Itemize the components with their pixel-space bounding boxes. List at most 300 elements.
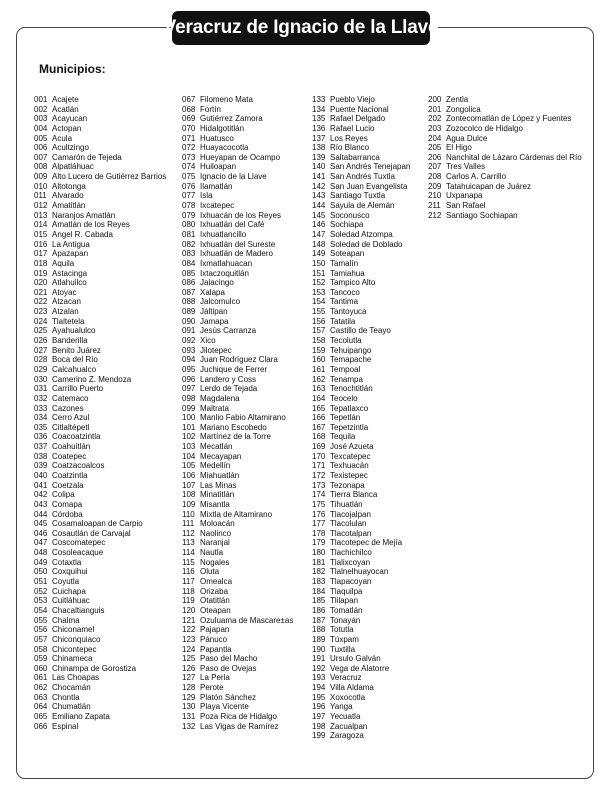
municipality-name: Amatlán de los Reyes: [52, 220, 130, 230]
municipality-name: Jamapa: [200, 316, 229, 326]
municipality-name: Tenochtitlán: [330, 384, 373, 394]
list-item: [182, 269, 293, 279]
municipality-number: 175: [312, 499, 326, 509]
municipality-number: 189: [312, 634, 326, 644]
municipality-name: Ixhuatlán del Sureste: [200, 239, 276, 249]
list-item: [34, 673, 166, 683]
municipality-number: 101: [182, 422, 196, 432]
municipality-number: 114: [182, 548, 195, 558]
list-item: [34, 432, 166, 442]
list-item: [312, 635, 410, 645]
municipality-name: El Higo: [446, 143, 472, 153]
municipality-number: 173: [312, 480, 326, 490]
municipality-number: 003: [34, 114, 48, 124]
municipality-name: Huayacocotla: [200, 143, 249, 153]
municipality-number: 059: [34, 654, 48, 664]
municipality-name: Camarón de Tejeda: [52, 152, 122, 162]
municipality-name: Oluta: [200, 567, 220, 577]
municipality-number: 013: [34, 210, 48, 220]
list-item: [312, 596, 410, 606]
municipality-number: 014: [34, 220, 48, 230]
municipality-number: 032: [34, 393, 48, 403]
municipality-number: 134: [312, 104, 326, 114]
municipality-name: Ayahualulco: [52, 326, 96, 336]
municipality-number: 163: [312, 384, 326, 394]
municipality-name: Saltabarranca: [330, 152, 380, 162]
municipality-name: Totutla: [330, 625, 354, 635]
list-item: [182, 307, 293, 317]
list-item: [34, 693, 166, 703]
municipality-name: Actopan: [52, 123, 82, 133]
municipality-number: 096: [182, 374, 196, 384]
list-item: [312, 587, 410, 597]
list-item: [182, 134, 293, 144]
list-item: [182, 375, 293, 385]
municipality-name: Coetzala: [52, 480, 84, 490]
list-item: [182, 201, 293, 211]
municipality-name: José Azueta: [330, 442, 374, 452]
list-item: [182, 664, 293, 674]
municipality-name: Huiloapan: [200, 162, 237, 172]
municipality-name: Lerdo de Tejada: [200, 384, 258, 394]
section-label: Municipios:: [39, 62, 106, 76]
list-item: [182, 558, 293, 568]
municipality-number: 046: [34, 528, 48, 538]
list-item: [34, 201, 166, 211]
municipality-number: 132: [182, 721, 196, 731]
municipality-number: 159: [312, 345, 326, 355]
municipality-number: 063: [34, 692, 48, 702]
municipality-number: 019: [34, 268, 48, 278]
list-item: [182, 124, 293, 134]
municipality-number: 080: [182, 220, 196, 230]
municipality-number: 142: [312, 181, 326, 191]
municipality-number: 116: [182, 567, 195, 577]
municipality-name: Coatepec: [52, 451, 87, 461]
list-item: [182, 519, 293, 529]
list-item: [312, 722, 410, 732]
list-item: [182, 326, 293, 336]
list-item: [182, 394, 293, 404]
municipality-number: 090: [182, 316, 196, 326]
list-item: [182, 191, 293, 201]
municipality-name: Filomeno Mata: [200, 95, 253, 104]
municipality-name: Xoxocotla: [330, 692, 366, 702]
municipality-name: Yecuatla: [330, 712, 361, 721]
list-item: [34, 114, 166, 124]
list-item: [34, 500, 166, 510]
municipality-number: 206: [428, 152, 442, 162]
municipality-column-2: [182, 95, 293, 731]
list-item: [34, 538, 166, 548]
municipality-number: 062: [34, 683, 48, 693]
list-item: [312, 297, 410, 307]
list-item: [34, 288, 166, 298]
municipality-number: 148: [312, 239, 326, 249]
municipality-number: 200: [428, 95, 442, 104]
list-item: [182, 461, 293, 471]
municipality-name: Coatzacoalcos: [52, 461, 105, 471]
municipality-number: 144: [312, 201, 326, 211]
municipality-name: Perote: [200, 683, 224, 693]
list-item: [182, 616, 293, 626]
municipality-name: Poza Rica de Hidalgo: [200, 712, 277, 721]
list-item: [312, 375, 410, 385]
municipality-number: 153: [312, 287, 326, 297]
list-item: [182, 336, 293, 346]
list-item: [312, 191, 410, 201]
municipality-number: 129: [182, 692, 196, 702]
list-item: [34, 490, 166, 500]
municipality-number: 035: [34, 422, 48, 432]
list-item: [312, 182, 410, 192]
list-item: [312, 683, 410, 693]
municipality-number: 108: [182, 490, 196, 500]
municipality-number: 212: [428, 210, 442, 220]
list-item: [34, 307, 166, 317]
municipality-number: 201: [428, 104, 442, 114]
list-item: [182, 162, 293, 172]
list-item: [34, 143, 166, 153]
municipality-name: Chinampa de Gorostiza: [52, 663, 137, 673]
list-item: [312, 317, 410, 327]
municipality-column-1: [34, 95, 166, 731]
municipality-name: Juchique de Ferrer: [200, 364, 268, 374]
list-item: [312, 240, 410, 250]
municipality-name: Atoyac: [52, 287, 77, 297]
list-item: [182, 442, 293, 452]
municipality-number: 196: [312, 702, 326, 712]
municipality-name: Coahuitlán: [52, 442, 91, 452]
municipality-number: 205: [428, 143, 442, 153]
list-item: [34, 452, 166, 462]
municipality-name: Ixcatepec: [200, 201, 235, 211]
municipality-name: Acatlán: [52, 104, 79, 114]
list-item: [34, 413, 166, 423]
list-item: [312, 645, 410, 655]
municipality-name: Cuichapa: [52, 586, 86, 596]
municipality-number: 183: [312, 577, 326, 587]
municipality-name: Tecolutla: [330, 336, 362, 346]
municipality-number: 104: [182, 451, 196, 461]
municipality-number: 150: [312, 258, 326, 268]
list-item: [312, 326, 410, 336]
municipality-name: Coyutla: [52, 577, 80, 587]
municipality-number: 146: [312, 220, 326, 230]
municipality-number: 107: [182, 480, 196, 490]
list-item: [34, 384, 166, 394]
municipality-number: 041: [34, 480, 48, 490]
municipality-number: 133: [312, 95, 326, 104]
municipality-number: 056: [34, 625, 48, 635]
list-item: [312, 558, 410, 568]
municipality-name: Emiliano Zapata: [52, 712, 110, 721]
list-item: [182, 510, 293, 520]
list-item: [312, 673, 410, 683]
municipality-number: 083: [182, 249, 196, 259]
municipality-name: Zozocolco de Hidalgo: [446, 123, 523, 133]
municipality-number: 028: [34, 355, 48, 365]
municipality-name: Fortín: [200, 104, 221, 114]
municipality-name: Nautla: [200, 548, 224, 558]
municipality-number: 110: [182, 509, 195, 519]
municipality-number: 004: [34, 123, 48, 133]
municipality-name: Soteapan: [330, 249, 365, 259]
list-item: [182, 259, 293, 269]
list-item: [34, 548, 166, 558]
municipality-number: 005: [34, 133, 48, 143]
municipality-name: Acayucan: [52, 114, 88, 124]
municipality-name: Mixtla de Altamirano: [200, 509, 273, 519]
municipality-name: Medellín: [200, 461, 231, 471]
municipality-name: Castillo de Teayo: [330, 326, 391, 336]
municipality-name: Tezonapa: [330, 480, 365, 490]
municipality-number: 091: [182, 326, 196, 336]
municipality-name: Tihuatlán: [330, 499, 363, 509]
municipality-name: Río Blanco: [330, 143, 370, 153]
municipality-number: 047: [34, 538, 48, 548]
municipality-number: 065: [34, 712, 48, 721]
municipality-number: 140: [312, 162, 326, 172]
municipality-name: Martínez de la Torre: [200, 432, 271, 442]
municipality-number: 188: [312, 625, 326, 635]
municipality-name: Zacualpan: [330, 721, 368, 731]
municipality-number: 165: [312, 403, 326, 413]
list-item: [182, 249, 293, 259]
municipality-name: Carlos A. Carrillo: [446, 172, 507, 182]
municipality-number: 127: [182, 673, 196, 683]
list-item: [312, 105, 410, 115]
list-item: [312, 220, 410, 230]
municipality-number: 202: [428, 114, 442, 124]
municipality-number: 034: [34, 413, 48, 423]
municipality-name: Tonayán: [330, 615, 361, 625]
list-item: [182, 693, 293, 703]
list-item: [34, 355, 166, 365]
municipality-name: Sayula de Alemán: [330, 201, 395, 211]
municipality-name: Córdoba: [52, 509, 83, 519]
list-item: [182, 413, 293, 423]
municipality-name: Soledad Atzompa: [330, 229, 393, 239]
municipality-name: Texhuacán: [330, 461, 369, 471]
municipality-name: Chinameca: [52, 654, 93, 664]
municipality-name: Acultzingo: [52, 143, 89, 153]
municipality-number: 010: [34, 181, 48, 191]
municipality-name: Tomatlán: [330, 605, 363, 615]
municipality-number: 053: [34, 596, 48, 606]
list-item: [428, 211, 582, 221]
municipality-number: 021: [34, 287, 48, 297]
municipality-number: 176: [312, 509, 326, 519]
municipality-name: Tlacotepec de Mejía: [330, 538, 403, 548]
list-item: [182, 95, 293, 105]
list-item: [34, 702, 166, 712]
municipality-name: Rafael Delgado: [330, 114, 386, 124]
municipality-name: Hueyapan de Ocampo: [200, 152, 281, 162]
municipality-name: Tlacojalpan: [330, 509, 371, 519]
municipality-number: 069: [182, 114, 196, 124]
list-item: [182, 105, 293, 115]
municipality-number: 166: [312, 413, 326, 423]
municipality-number: 061: [34, 673, 48, 683]
list-item: [428, 134, 582, 144]
list-item: [312, 153, 410, 163]
list-item: [34, 134, 166, 144]
list-item: [182, 722, 293, 732]
municipality-number: 093: [182, 345, 196, 355]
list-item: [182, 288, 293, 298]
list-item: [34, 153, 166, 163]
document-title: [163, 11, 439, 45]
municipality-number: 111: [182, 519, 195, 529]
list-item: [34, 712, 166, 722]
list-item: [182, 567, 293, 577]
list-item: [34, 230, 166, 240]
municipality-number: 058: [34, 644, 48, 654]
municipality-name: Banderilla: [52, 336, 88, 346]
municipality-name: Rafael Lucio: [330, 123, 375, 133]
municipality-number: 051: [34, 577, 48, 587]
municipality-number: 052: [34, 586, 48, 596]
municipality-number: 084: [182, 258, 196, 268]
municipality-name: Los Reyes: [330, 133, 368, 143]
list-item: [182, 452, 293, 462]
list-item: [34, 365, 166, 375]
municipality-name: Xico: [200, 336, 216, 346]
municipality-number: 085: [182, 268, 196, 278]
municipality-number: 123: [182, 634, 196, 644]
municipality-name: Playa Vicente: [200, 702, 249, 712]
municipality-number: 168: [312, 432, 326, 442]
municipality-number: 177: [312, 519, 326, 529]
municipality-number: 208: [428, 172, 442, 182]
municipality-number: 160: [312, 355, 326, 365]
list-item: [428, 182, 582, 192]
municipality-name: Ixhuatlán de Madero: [200, 249, 273, 259]
list-item: [312, 606, 410, 616]
municipality-name: Landero y Coss: [200, 374, 257, 384]
municipality-name: Tlapacoyan: [330, 577, 372, 587]
municipality-name: Jalcomulco: [200, 297, 241, 307]
municipality-number: 018: [34, 258, 48, 268]
list-item: [34, 567, 166, 577]
municipality-name: Tuxtilla: [330, 644, 356, 654]
municipality-name: Otatitlán: [200, 596, 230, 606]
municipality-number: 070: [182, 123, 196, 133]
list-item: [34, 220, 166, 230]
list-item: [34, 336, 166, 346]
municipality-name: Coatzintla: [52, 470, 88, 480]
municipality-number: 075: [182, 172, 196, 182]
list-item: [182, 432, 293, 442]
list-item: [312, 162, 410, 172]
municipality-name: Gutiérrez Zamora: [200, 114, 263, 124]
list-item: [34, 191, 166, 201]
municipality-name: Xalapa: [200, 287, 225, 297]
municipality-name: Zentla: [446, 95, 469, 104]
municipality-name: Cotaxtla: [52, 557, 82, 567]
municipality-number: 074: [182, 162, 196, 172]
municipality-number: 089: [182, 307, 196, 317]
municipality-name: Tlacolulan: [330, 519, 367, 529]
municipality-name: Tampico Alto: [330, 278, 376, 288]
list-item: [182, 278, 293, 288]
municipality-number: 195: [312, 692, 326, 702]
municipality-number: 073: [182, 152, 196, 162]
list-item: [34, 606, 166, 616]
list-item: [34, 587, 166, 597]
municipality-column-4: [428, 95, 582, 220]
municipality-name: Alvarado: [52, 191, 84, 201]
municipality-name: Mariano Escobedo: [200, 422, 267, 432]
municipality-name: Calcahualco: [52, 364, 97, 374]
municipality-name: Tlachichilco: [330, 548, 372, 558]
list-item: [312, 269, 410, 279]
municipality-number: 016: [34, 239, 48, 249]
list-item: [182, 538, 293, 548]
municipality-column-3: [312, 95, 410, 741]
municipality-name: Uxpanapa: [446, 191, 483, 201]
municipality-name: Pajapan: [200, 625, 230, 635]
municipality-number: 145: [312, 210, 326, 220]
municipality-number: 191: [312, 654, 326, 664]
municipality-name: Texistepec: [330, 470, 368, 480]
list-item: [312, 654, 410, 664]
municipality-name: Paso de Ovejas: [200, 663, 257, 673]
municipality-name: Oteapan: [200, 605, 231, 615]
municipality-number: 099: [182, 403, 196, 413]
list-item: [312, 230, 410, 240]
list-item: [182, 423, 293, 433]
list-item: [312, 249, 410, 259]
municipality-name: Citlaltépetl: [52, 422, 90, 432]
municipality-number: 094: [182, 355, 196, 365]
municipality-number: 072: [182, 143, 196, 153]
list-item: [34, 558, 166, 568]
list-item: [34, 683, 166, 693]
municipality-number: 011: [34, 191, 47, 201]
municipality-number: 115: [182, 557, 195, 567]
municipality-name: Tlacotalpan: [330, 528, 372, 538]
list-item: [312, 510, 410, 520]
municipality-name: Jilotepec: [200, 345, 232, 355]
municipality-name: Magdalena: [200, 393, 240, 403]
list-item: [428, 191, 582, 201]
municipality-name: Pueblo Viejo: [330, 95, 375, 104]
municipality-name: La Antigua: [52, 239, 90, 249]
municipality-number: 136: [312, 123, 326, 133]
municipality-name: Platón Sánchez: [200, 692, 257, 702]
municipality-number: 045: [34, 519, 48, 529]
municipality-number: 211: [428, 201, 441, 211]
list-item: [428, 114, 582, 124]
municipality-number: 135: [312, 114, 326, 124]
municipality-name: Túxpam: [330, 634, 359, 644]
list-item: [312, 346, 410, 356]
list-item: [182, 490, 293, 500]
municipality-number: 204: [428, 133, 442, 143]
municipality-name: Pánuco: [200, 634, 228, 644]
list-item: [182, 240, 293, 250]
municipality-number: 167: [312, 422, 326, 432]
municipality-number: 043: [34, 499, 48, 509]
municipality-number: 076: [182, 181, 196, 191]
list-item: [182, 297, 293, 307]
municipality-number: 131: [182, 712, 196, 721]
municipality-number: 088: [182, 297, 196, 307]
list-item: [34, 577, 166, 587]
municipality-name: Veracruz: [330, 673, 362, 683]
